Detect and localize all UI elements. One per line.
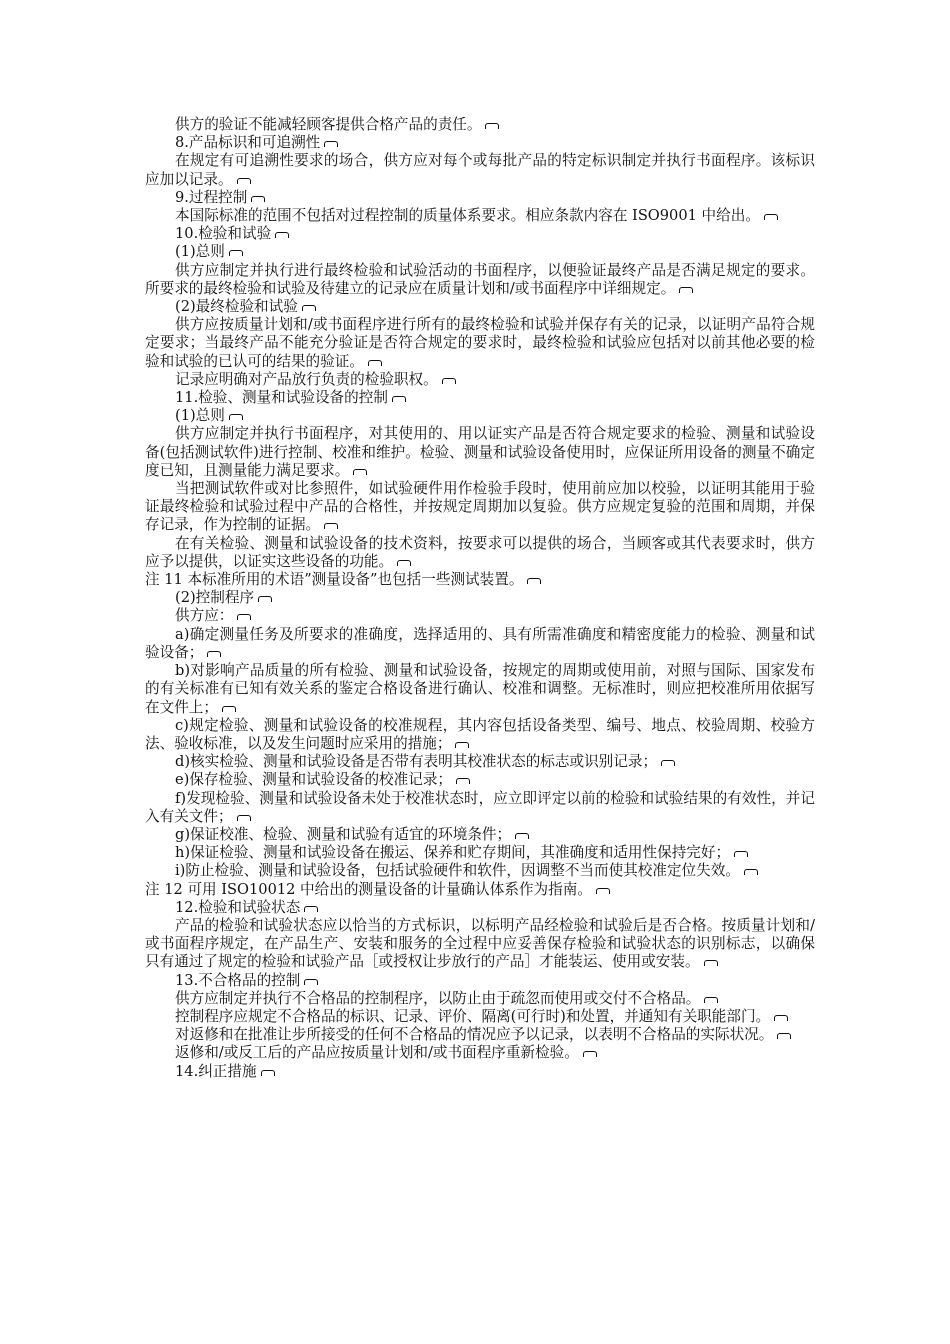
- list-item-g: g)保证校准、检验、测量和试验有适宜的环境条件；: [145, 826, 815, 844]
- section-heading-9: 9.过程控制: [145, 189, 815, 207]
- paragraph: 本国际标准的范围不包括对过程控制的质量体系要求。相应条款内容在 ISO9001 中给出。: [145, 207, 815, 225]
- paragraph-mark-icon: [237, 815, 251, 821]
- paragraph-mark-icon: [222, 706, 236, 712]
- paragraph-mark-icon: [302, 305, 316, 311]
- list-item-a: a)确定测量任务及所要求的准确度，选择适用的、具有所需准确度和精密度能力的检验、测量和试验设备；: [145, 625, 815, 661]
- paragraph-mark-icon: [251, 196, 265, 202]
- paragraph-mark-icon: [777, 1033, 791, 1039]
- section-heading-13: 13.不合格品的控制: [145, 972, 815, 990]
- paragraph: 供方应制定并执行进行最终检验和试验活动的书面程序，以便验证最终产品是否满足规定的要求。所要求的最终检验和试验及待建立的记录应在质量计划和/或书面程序中详细规定。: [145, 261, 815, 297]
- paragraph-mark-icon: [442, 378, 456, 384]
- paragraph-mark-icon: [596, 888, 610, 894]
- paragraph: 当把测试软件或对比参照件，如试验硬件用作检验手段时，使用前应加以校验，以证明其能用于验证最终检验和试验过程中产品的合格性，并按规定周期加以复验。供方应规定复验的范围和周期，并保存记录，作为控制的证据。: [145, 480, 815, 534]
- paragraph-mark-icon: [237, 178, 251, 184]
- paragraph: 在规定有可追溯性要求的场合，供方应对每个或每批产品的特定标识制定并执行书面程序。该标识应加以记录。: [145, 152, 815, 188]
- subsection-heading: (1)总则: [145, 243, 815, 261]
- paragraph-mark-icon: [527, 578, 541, 584]
- section-heading-8: 8.产品标识和可追溯性: [145, 134, 815, 152]
- list-item-i: i)防止检验、测量和试验设备，包括试验硬件和软件，因调整不当而使其校准定位失效。: [145, 862, 815, 880]
- list-item-b: b)对影响产品质量的所有检验、测量和试验设备，按规定的周期或使用前，对照与国际、国家发布的有关标准有已知有效关系的鉴定合格设备进行确认、校准和调整。无标准时，则应把校准所用依据写在文件上；: [145, 662, 815, 716]
- paragraph-mark-icon: [764, 214, 778, 220]
- paragraph-mark-icon: [353, 469, 367, 475]
- paragraph-mark-icon: [704, 960, 718, 966]
- paragraph-mark-icon: [397, 560, 411, 566]
- note-11: 注 11 本标准所用的术语”测量设备”也包括一些测试装置。: [145, 571, 815, 589]
- section-heading-14: 14.纠正措施: [145, 1063, 815, 1081]
- paragraph-mark-icon: [734, 851, 748, 857]
- subsection-heading: (2)控制程序: [145, 589, 815, 607]
- paragraph: 在有关检验、测量和试验设备的技术资料，按要求可以提供的场合，当顾客或其代表要求时，供方应予以提供，以证实这些设备的功能。: [145, 534, 815, 570]
- paragraph: 供方应按质量计划和/或书面程序进行所有的最终检验和试验并保存有关的记录，以证明产品符合规定要求；当最终产品不能充分验证是否符合规定的要求时，最终检验和试验应包括对以前其他必要的检验和试验的已认可的结果的验证。: [145, 316, 815, 370]
- list-item-c: c)规定检验、测量和试验设备的校准规程，其内容包括设备类型、编号、地点、校验周期、校验方法、验收标准，以及发生问题时应采用的措施；: [145, 716, 815, 752]
- paragraph: 供方应制定并执行书面程序，对其使用的、用以证实产品是否符合规定要求的检验、测量和试验设备(包括测试软件)进行控制、校准和维护。检验、测量和试验设备使用时，应保证所用设备的测量不确定度已知，且测量能力满足要求。: [145, 425, 815, 479]
- paragraph-mark-icon: [229, 250, 243, 256]
- paragraph-mark-icon: [324, 523, 338, 529]
- paragraph: 供方的验证不能减轻顾客提供合格产品的责任。: [145, 116, 815, 134]
- paragraph: 返修和/或反工后的产品应按质量计划和/或书面程序重新检验。: [145, 1044, 815, 1062]
- paragraph-mark-icon: [392, 396, 406, 402]
- paragraph: 控制程序应规定不合格品的标识、记录、评价、隔离(可行时)和处置，并通知有关职能部门。: [145, 1008, 815, 1026]
- section-heading-10: 10.检验和试验: [145, 225, 815, 243]
- paragraph-mark-icon: [275, 232, 289, 238]
- section-heading-11: 11.检验、测量和试验设备的控制: [145, 389, 815, 407]
- paragraph-mark-icon: [237, 614, 251, 620]
- document-body: [145, 116, 815, 1081]
- list-item-d: d)核实检验、测量和试验设备是否带有表明其校准状态的标志或识别记录；: [145, 753, 815, 771]
- paragraph-mark-icon: [455, 742, 469, 748]
- paragraph-mark-icon: [515, 833, 529, 839]
- paragraph-mark-icon: [207, 651, 221, 657]
- list-item-f: f)发现检验、测量和试验设备未处于校准状态时，应立即评定以前的检验和试验结果的有效性，并记入有关文件；: [145, 789, 815, 825]
- paragraph-mark-icon: [456, 778, 470, 784]
- paragraph-mark-icon: [679, 287, 693, 293]
- paragraph-mark-icon: [744, 869, 758, 875]
- paragraph-mark-icon: [261, 1070, 275, 1076]
- section-heading-12: 12.检验和试验状态: [145, 899, 815, 917]
- paragraph: 供方应：: [145, 607, 815, 625]
- list-item-e: e)保存检验、测量和试验设备的校准记录；: [145, 771, 815, 789]
- paragraph-mark-icon: [229, 414, 243, 420]
- paragraph: 对返修和在批准让步所接受的任何不合格品的情况应予以记录，以表明不合格品的实际状况。: [145, 1026, 815, 1044]
- paragraph: 记录应明确对产品放行负责的检验职权。: [145, 371, 815, 389]
- paragraph: 供方应制定并执行不合格品的控制程序，以防止由于疏忽而使用或交付不合格品。: [145, 990, 815, 1008]
- note-12: 注 12 可用 ISO10012 中给出的测量设备的计量确认体系作为指南。: [145, 881, 815, 899]
- paragraph-mark-icon: [774, 1015, 788, 1021]
- paragraph-mark-icon: [324, 141, 338, 147]
- subsection-heading: (1)总则: [145, 407, 815, 425]
- paragraph-mark-icon: [704, 997, 718, 1003]
- paragraph-mark-icon: [661, 760, 675, 766]
- subsection-heading: (2)最终检验和试验: [145, 298, 815, 316]
- paragraph-mark-icon: [583, 1051, 597, 1057]
- paragraph-mark-icon: [258, 596, 272, 602]
- paragraph: 产品的检验和试验状态应以恰当的方式标识，以标明产品经检验和试验后是否合格。按质量计划和/或书面程序规定，在产品生产、安装和服务的全过程中应妥善保存检验和试验状态的识别标志，以确保只有通过了规定的检验和试验产品［或授权让步放行的产品］才能装运、使用或安装。: [145, 916, 815, 971]
- list-item-h: h)保证检验、测量和试验设备在搬运、保养和贮存期间，其准确度和适用性保持完好；: [145, 844, 815, 862]
- paragraph-mark-icon: [368, 360, 382, 366]
- paragraph-mark-icon: [485, 123, 499, 129]
- paragraph-mark-icon: [304, 906, 318, 912]
- paragraph-mark-icon: [304, 979, 318, 985]
